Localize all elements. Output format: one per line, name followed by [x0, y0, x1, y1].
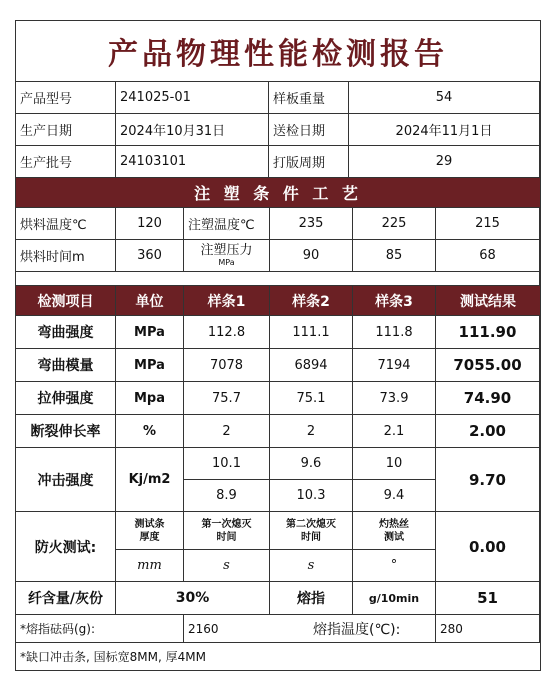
cycle-value: 29: [349, 146, 540, 178]
fire-col4-val: °: [353, 550, 436, 582]
date-label: 生产日期: [16, 114, 116, 146]
fire-col1-val: mm: [116, 550, 184, 582]
weight-value: 54: [349, 82, 540, 114]
impact-item: 冲击强度: [16, 448, 116, 512]
fire-col2-val: s: [184, 550, 270, 582]
row-item: 弯曲模量: [16, 349, 116, 382]
row-s3: 7194: [353, 349, 436, 382]
batch-value: 24103101: [116, 146, 269, 178]
row-unit: Mpa: [116, 382, 184, 415]
row-result: 111.90: [436, 316, 540, 349]
impact-r2-s2: 10.3: [270, 480, 353, 512]
row-s3: 2.1: [353, 415, 436, 448]
inj-pressure-unit: MPa: [218, 258, 235, 267]
fiber-label: 纤含量/灰份: [16, 582, 116, 615]
row-unit: MPa: [116, 349, 184, 382]
row-s3: 73.9: [353, 382, 436, 415]
row-result: 7055.00: [436, 349, 540, 382]
row-s1: 7078: [184, 349, 270, 382]
row-s2: 111.1: [270, 316, 353, 349]
th-unit: 单位: [116, 286, 184, 316]
fiber-value: 30%: [116, 582, 270, 615]
process-header: 注 塑 条 件 工 艺: [16, 178, 540, 208]
row-unit: MPa: [116, 316, 184, 349]
th-sample1: 样条1: [184, 286, 270, 316]
impact-r2-s1: 8.9: [184, 480, 270, 512]
fire-col4-head: 灼热丝测试: [353, 512, 436, 550]
impact-r1-s3: 10: [353, 448, 436, 480]
footnote: *缺口冲击条, 国标宽8MM, 厚4MM: [20, 650, 206, 664]
row-result: 74.90: [436, 382, 540, 415]
model-label: 产品型号: [16, 82, 116, 114]
fire-col1-head: 测试条厚度: [116, 512, 184, 550]
inj-pressure-label: 注塑压力: [200, 243, 253, 258]
fire-col3-head: 第二次熄灭时间: [270, 512, 353, 550]
impact-r1-s1: 10.1: [184, 448, 270, 480]
melt-temp-value: 280: [436, 615, 540, 643]
send-value: 2024年11月1日: [349, 114, 540, 146]
th-result: 测试结果: [460, 294, 516, 310]
melt-temp-label: 熔指温度(℃):: [309, 615, 436, 643]
melt-weight-value: 2160: [184, 615, 309, 643]
bake-time-value: 360: [116, 240, 184, 272]
row-s3: 111.8: [353, 316, 436, 349]
row-s2: 75.1: [270, 382, 353, 415]
impact-result: 9.70: [436, 448, 540, 512]
bake-temp-label: 烘料温度℃: [16, 208, 116, 240]
model-value: 241025-01: [116, 82, 269, 114]
spacer-row: [16, 272, 540, 286]
impact-r2-s3: 9.4: [353, 480, 436, 512]
row-s1: 112.8: [184, 316, 270, 349]
fire-col2-head: 第一次熄灭时间: [184, 512, 270, 550]
melt-unit: g/10min: [353, 582, 436, 615]
inj-pressure-2: 85: [353, 240, 436, 272]
inj-pressure-1: 90: [270, 240, 353, 272]
row-s2: 6894: [270, 349, 353, 382]
impact-unit: Kj/m2: [116, 448, 184, 512]
fire-result: 0.00: [436, 512, 540, 582]
inj-temp-1: 235: [270, 208, 353, 240]
inj-temp-label: 注塑温度℃: [184, 208, 270, 240]
row-result: 2.00: [436, 415, 540, 448]
fire-col3-val: s: [270, 550, 353, 582]
bake-temp-value: 120: [116, 208, 184, 240]
row-item: 弯曲强度: [16, 316, 116, 349]
row-unit: %: [116, 415, 184, 448]
row-item: 拉伸强度: [16, 382, 116, 415]
date-value: 2024年10月31日: [116, 114, 269, 146]
fire-item: 防火测试:: [16, 512, 116, 582]
row-s2: 2: [270, 415, 353, 448]
row-item: 断裂伸长率: [16, 415, 116, 448]
row-s1: 2: [184, 415, 270, 448]
impact-r1-s2: 9.6: [270, 448, 353, 480]
report-sheet: [15, 20, 541, 671]
melt-weight-label: *熔指砝码(g):: [16, 615, 184, 643]
melt-label: 熔指: [270, 582, 353, 615]
bake-time-label: 烘料时间m: [16, 240, 116, 272]
th-item: 检测项目: [16, 286, 116, 316]
cycle-label: 打版周期: [269, 146, 349, 178]
weight-label: 样板重量: [269, 82, 349, 114]
report-title: 产品物理性能检测报告: [16, 21, 540, 82]
inj-temp-3: 215: [436, 208, 540, 240]
row-s1: 75.7: [184, 382, 270, 415]
inj-pressure-cell: [184, 240, 270, 272]
th-sample3: 样条3: [353, 286, 436, 316]
batch-label: 生产批号: [16, 146, 116, 178]
send-label: 送检日期: [269, 114, 349, 146]
melt-value: 51: [436, 582, 540, 615]
th-sample2: 样条2: [270, 286, 353, 316]
inj-pressure-3: 68: [436, 240, 540, 272]
inj-temp-2: 225: [353, 208, 436, 240]
